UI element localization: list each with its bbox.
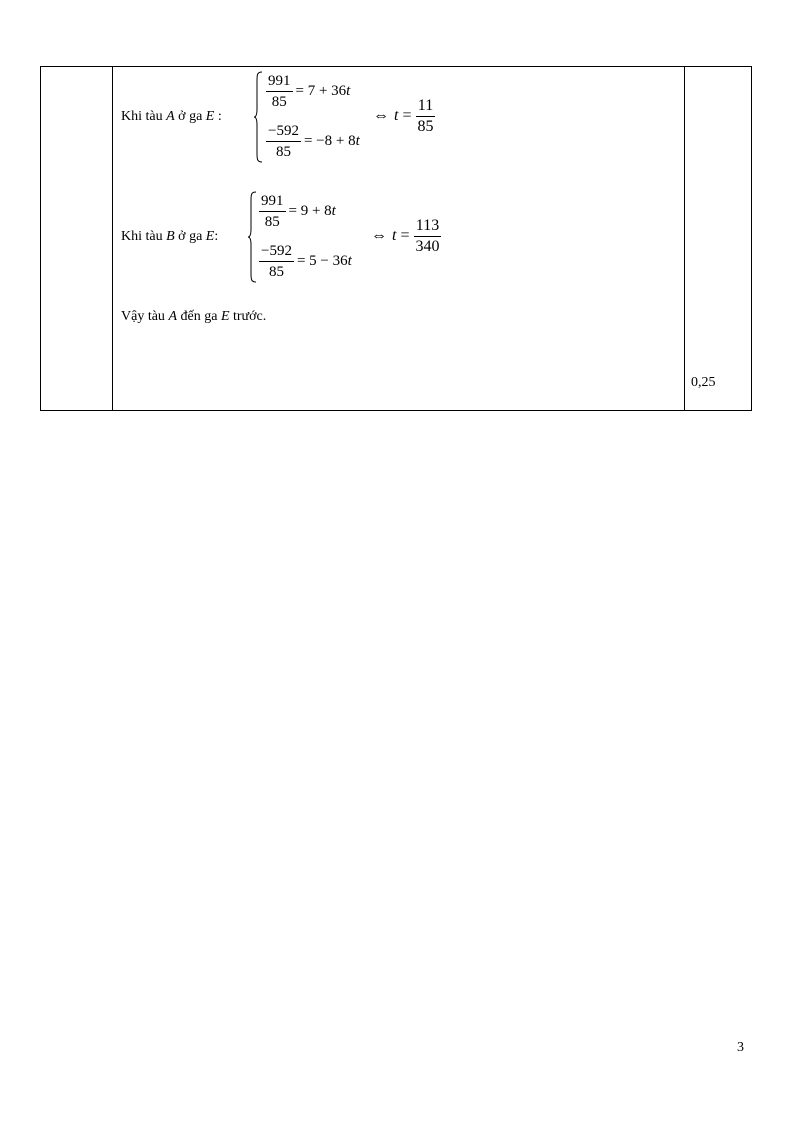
conclusion-text: Vậy tàu A đến ga E trước. — [121, 309, 267, 324]
score-value: 0,25 — [691, 375, 716, 390]
fraction: $\frac{991}{85}$ — [261, 192, 284, 230]
case-label: Khi tàu B ở ga E: — [121, 229, 219, 244]
fraction: $\frac{991}{85}$ — [268, 72, 291, 110]
case-label: Khi tàu A ở ga E : — [121, 109, 222, 124]
equation-line — [266, 119, 360, 163]
answer-table — [40, 66, 752, 411]
system-brace-icon — [253, 71, 263, 163]
fraction: $\frac{-592}{85}$ — [268, 122, 299, 160]
equation-rhs: = 9 + 8t — [288, 202, 336, 219]
fraction: $\frac{-592}{85}$ — [261, 242, 292, 280]
solution-result: ⇔ t = $\frac{113}{340}$ — [371, 216, 440, 255]
equation-line — [259, 239, 352, 283]
equation-rhs: = −8 + 8t — [303, 132, 360, 149]
score-cell — [685, 67, 751, 410]
fraction: $\frac{113}{340}$ — [415, 216, 440, 255]
system-brace-icon — [247, 191, 257, 283]
equation-line — [259, 189, 336, 233]
equivalence-arrow-icon: ⇔ — [373, 107, 389, 124]
equivalence-arrow-icon: ⇔ — [371, 227, 387, 244]
solution-cell — [113, 67, 684, 410]
solution-result: ⇔ t = $\frac{11}{85}$ — [373, 96, 434, 135]
equation-line — [266, 69, 350, 113]
equation-rhs: = 7 + 36t — [295, 82, 351, 99]
equation-rhs: = 5 − 36t — [296, 252, 352, 269]
page-number: 3 — [737, 1040, 744, 1055]
fraction: $\frac{11}{85}$ — [417, 96, 434, 135]
